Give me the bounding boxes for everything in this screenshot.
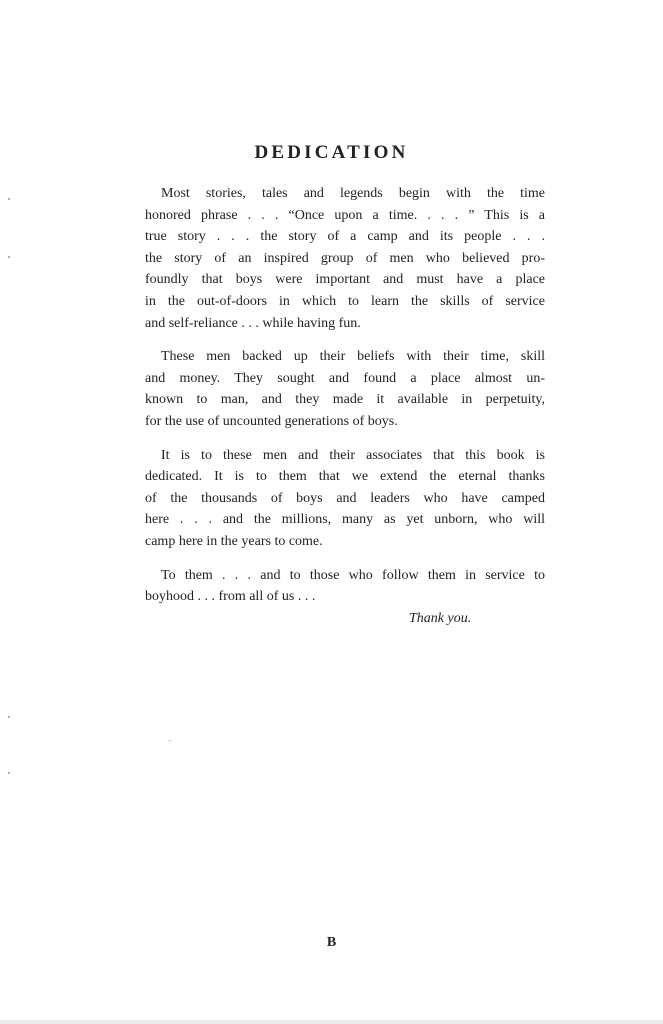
text-line: boyhood . . . from all of us . . . [145, 589, 316, 605]
text-line: foundly that boys were important and must have a place [145, 272, 545, 288]
text-line: honored phrase . . . “Once upon a time. . . . ” This is a [145, 207, 545, 223]
text-line: These men backed up their beliefs with their time, skill [161, 349, 545, 365]
text-line: of the thousands of boys and leaders who have camped [145, 490, 545, 506]
scan-speck [8, 716, 10, 718]
text-line: Most stories, tales and legends begin with the time [161, 186, 545, 201]
text-line: the story of an inspired group of men who believed pro- [145, 250, 545, 266]
text-line: To them . . . and to those who follow them in service to [161, 567, 545, 583]
text-line: for the use of uncounted generations of boys. [145, 413, 398, 429]
text-line: here . . . and the millions, many as yet unborn, who will [145, 512, 545, 528]
scan-speck [168, 740, 172, 741]
text-line: true story . . . the story of a camp and its people . . . [145, 229, 545, 245]
text-line: and money. They sought and found a place almost un- [145, 370, 545, 386]
text-line: camp here in the years to come. [145, 533, 323, 549]
dedication-body [145, 183, 545, 620]
page-edge [0, 1020, 663, 1024]
paragraph-3 [145, 445, 545, 553]
paragraph-1 [145, 183, 545, 334]
text-line: It is to these men and their associates that this book is [161, 447, 545, 463]
page-number: B [326, 935, 337, 950]
text-line: known to man, and they made it available in perpetuity, [145, 392, 545, 408]
scan-speck [8, 772, 10, 774]
text-line: dedicated. It is to them that we extend the eternal thanks [145, 469, 545, 485]
paragraph-4 [145, 565, 545, 608]
scan-speck [8, 256, 10, 258]
page-title: DEDICATION [254, 142, 409, 163]
text-line: and self-reliance . . . while having fun. [145, 315, 361, 331]
paragraph-2 [145, 346, 545, 432]
text-line: in the out-of-doors in which to learn the skills of service [145, 293, 545, 309]
signoff: Thank you. [409, 611, 472, 626]
scan-speck [8, 198, 10, 200]
